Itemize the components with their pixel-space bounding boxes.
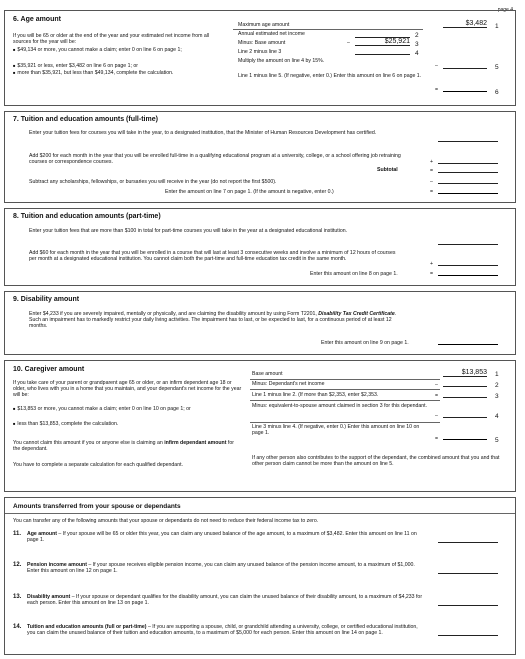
s6-row4-num: 4: [415, 50, 419, 57]
s7-p2: Add $200 for each month in the year that you will be enrolled full-time in a qualifying educational program at a university, college, or a school offering job retraining courses or correspondence courses.: [29, 153, 401, 166]
s9-p2: Enter this amount on line 9 on page 1.: [321, 340, 409, 346]
s10-rule-2: [250, 389, 440, 390]
section-transfers: [4, 497, 516, 655]
s8-p2: Add $60 for each month in the year that you will be enrolled in a course that will last at least 3 consecutive weeks and involve a minimum of 12 hours of courses per month at a designated educational institution. You cannot claim both the part-time and full-time education tax credit in the same month.: [29, 250, 396, 263]
s8-monthly-amount-field[interactable]: [438, 258, 498, 266]
s7-p2-op: +: [430, 159, 434, 165]
transfer-item-number: 14.: [13, 624, 22, 630]
s7-p1: Enter your tuition fees for courses you will take in the year, to a designated institution, that the Minister of Human Resources Development has certified.: [29, 130, 377, 136]
s10-row5-label: Line 3 minus line 4. (If negative, enter 0.) Enter this amount on line 10 on page 1.: [252, 424, 420, 437]
transfer-item-number: 13.: [13, 594, 22, 600]
s10-base-amount-field: $13,853: [443, 369, 487, 377]
s10-equivalent-spouse-field[interactable]: [443, 410, 487, 418]
s6-row5-label: Multiply the amount on line 4 by 15%.: [238, 58, 325, 64]
transfer-item-body: – If your spouse will be 65 or older this year, you can claim any unused balance of the age amount, to a maximum of $3,482. Enter this amount on line 11 on page 1.: [27, 531, 417, 544]
s6-row5-num: 5: [495, 64, 499, 71]
transfers-title: Amounts transferred from your spouse or dependants: [13, 503, 181, 510]
section-6-bullet-2: ■ $35,921 or less, enter $3,482 on line 6 on page 1; or: [13, 63, 223, 69]
transfer-item-body: – If your spouse receives eligible pension income, you can claim any unused balance of the pension income amount, to a maximum of $1,000. Enter this amount on line 12 on page 1.: [27, 562, 415, 575]
section-6-intro: If you will be 65 or older at the end of the year and your estimated net income from all sources for the year will be:: [13, 33, 210, 46]
s6-row5-op: –: [435, 63, 438, 69]
s10-row2-op: –: [435, 382, 438, 388]
s6-row3-num: 3: [415, 41, 419, 48]
s6-net-income-field[interactable]: [355, 30, 410, 38]
s10-p2-c: for the dependant.: [13, 440, 234, 453]
transfer-amount-field-11[interactable]: [438, 535, 498, 543]
s10-row3-op: =: [435, 393, 439, 399]
s7-p3-op: –: [430, 179, 433, 185]
s7-subtotal-field[interactable]: [438, 165, 498, 173]
transfer-item-heading: Disability amount: [27, 594, 71, 600]
s9-disability-field[interactable]: [438, 337, 498, 345]
section-8-tuition-part-time: [4, 208, 516, 286]
transfer-amount-field-14[interactable]: [438, 628, 498, 636]
transfer-item-heading: Age amount: [27, 531, 57, 537]
s7-subtotal-op: =: [430, 168, 434, 174]
s10-row5-op: =: [435, 436, 439, 442]
s6-row2-label: Annual estimated net income: [238, 31, 305, 37]
s7-subtotal-label: Subtotal: [377, 167, 398, 173]
s6-row1-label: Maximum age amount: [238, 22, 290, 28]
s10-intro: If you take care of your parent or grandparent age 65 or older, or an infirm dependent age 18 or older, who lives with you in a home that you maintain, and your dependant's net income for the year will be:: [13, 380, 242, 399]
s10-bullet-1: ■ $13,853 or more, you cannot make a claim; enter 0 on line 10 on page 1; or: [13, 406, 213, 412]
section-6-title: 6. Age amount: [13, 16, 61, 23]
s6-line5-field[interactable]: [443, 61, 487, 69]
s6-row2-num: 2: [415, 32, 419, 39]
s7-p3: Subtract any scholarships, fellowships, or bursaries you will receive in the year (do not report the first $500).: [29, 179, 277, 185]
s10-p3: You have to complete a separate calculation for each qualified dependant.: [13, 462, 183, 468]
section-7-title: 7. Tuition and education amounts (full-time): [13, 116, 158, 123]
s10-row3-label: Line 1 minus line 2. (If more than $2,353, enter $2,353.: [252, 392, 379, 398]
s8-total-field[interactable]: [438, 268, 498, 276]
section-9-title: 9. Disability amount: [13, 296, 80, 303]
s6-row3-label: Minus: Base amount: [238, 40, 286, 46]
transfer-item-text: [27, 531, 427, 543]
s10-rule-1: [250, 379, 440, 380]
s6-row6-num: 6: [495, 89, 499, 96]
transfer-amount-field-13[interactable]: [438, 598, 498, 606]
s8-p3-op: =: [430, 271, 434, 277]
s9-p1: [29, 311, 409, 329]
s8-p2-op: +: [430, 261, 434, 267]
s10-row2-label: Minus: Dependant's net income: [252, 381, 325, 387]
s6-row1-num: 1: [495, 23, 499, 30]
s6-row6-label: Line 1 minus line 5. (If negative, enter 0.) Enter this amount on line 6 on page 1.: [238, 73, 422, 79]
s7-monthly-amount-field[interactable]: [438, 156, 498, 164]
s7-scholarships-field[interactable]: [438, 176, 498, 184]
s6-base-amount-field: $25,921: [355, 38, 410, 46]
s10-row1-num: 1: [495, 371, 499, 378]
s10-dependant-income-field[interactable]: [443, 379, 487, 387]
page-label: page 4: [497, 7, 513, 13]
transfer-item-heading: Pension income amount: [27, 562, 87, 568]
transfer-item-text: [27, 594, 427, 606]
transfers-title-rule: [5, 513, 515, 514]
transfer-item-body: – If your spouse or dependant qualifies for the disability amount, you can claim the unused balance of their disability amount, to a maximum of $4,233 for each person. Enter this amount on line 13 on page 1.: [27, 594, 423, 607]
s6-max-age-amount-field: $3,482: [443, 20, 487, 28]
section-8-title: 8. Tuition and education amounts (part-time): [13, 213, 161, 220]
s7-total-field[interactable]: [438, 186, 498, 194]
section-6-age-amount: [4, 7, 516, 106]
section-7-tuition-full-time: [4, 111, 516, 203]
s6-line4-field[interactable]: [355, 47, 410, 55]
s7-p4-op: =: [430, 189, 434, 195]
s10-row3-num: 3: [495, 393, 499, 400]
s6-line6-field[interactable]: [443, 84, 487, 92]
s10-line3-field[interactable]: [443, 390, 487, 398]
s10-row5-num: 5: [495, 437, 499, 444]
transfer-item-body: – If you are supporting a spouse, child, or grandchild attending a university, college, or certified educational institution, you can claim the unused balance of their tuition and education amounts, to a maximum of $5,000 for each person. Enter this amount on line 14 on page 1.: [27, 624, 418, 637]
section-10-title: 10. Caregiver amount: [13, 366, 85, 373]
s6-row3-op: –: [347, 40, 350, 46]
transfer-item-text: [27, 624, 427, 636]
transfer-item-number: 11.: [13, 531, 22, 537]
section-10-caregiver-amount: [4, 360, 516, 492]
s10-row2-num: 2: [495, 382, 499, 389]
transfer-amount-field-12[interactable]: [438, 566, 498, 574]
s10-row1-label: Base amount: [252, 371, 283, 377]
s10-p2: [13, 440, 238, 452]
s10-note: If any other person also contributes to the support of the dependant, the combined amount that you and that other person claim cannot be more than the amount on line 5.: [252, 455, 500, 468]
s9-form-name: Disability Tax Credit Certificate: [318, 311, 395, 317]
section-6-bullet-1: ■ $49,134 or more, you cannot make a claim; enter 0 on line 6 on page 1;: [13, 47, 223, 53]
s10-line5-field[interactable]: [443, 432, 487, 440]
s10-row4-num: 4: [495, 413, 499, 420]
transfer-item-number: 12.: [13, 562, 22, 568]
s6-row6-op: =: [435, 87, 439, 93]
s10-p2-b: infirm dependant amount: [164, 440, 227, 446]
section-6-bullet-3: ■ more than $35,921, but less than $49,134, complete the calculation.: [13, 70, 223, 76]
s8-p1: Enter your tuition fees that are more than $100 in total for part-time courses you will take in the year at a designated educational institution.: [29, 228, 348, 234]
s6-row4-label: Line 2 minus line 3: [238, 49, 282, 55]
transfers-intro: You can transfer any of the following amounts that your spouse or dependants do not need to reduce their federal income tax to zero.: [13, 518, 319, 524]
s9-p1-c: . Such an impairment has to markedly restrict your daily living activities. The impairment has to last, or be expected to last, for a continuous period of at least 12 months.: [29, 311, 397, 330]
s10-rule-3: [250, 400, 440, 401]
s7-tuition-fees-field[interactable]: [438, 134, 498, 142]
s10-p2-a: You cannot claim this amount if you or anyone else is claiming an: [13, 440, 165, 446]
transfer-item-text: [27, 562, 427, 574]
transfer-item-heading: Tuition and education amounts (full or part-time): [27, 624, 147, 630]
s10-row4-label: Minus: equivalent-to-spouse amount claimed in section 3 for this dependant.: [252, 403, 428, 409]
s10-rule-4: [250, 422, 440, 423]
s8-p3: Enter this amount on line 8 on page 1.: [310, 271, 398, 277]
s7-p4: Enter the amount on line 7 on page 1. (If the amount is negative, enter 0.): [165, 189, 334, 195]
section-9-disability-amount: [4, 291, 516, 355]
s9-p1-a: Enter $4,233 if you are severely impaired, mentally or physically, and are claiming the disability amount by using Form T2201,: [29, 311, 319, 317]
s8-tuition-fees-field[interactable]: [438, 237, 498, 245]
s10-row4-op: –: [435, 413, 438, 419]
s10-bullet-2: ■ less than $13,853, complete the calculation.: [13, 421, 213, 427]
